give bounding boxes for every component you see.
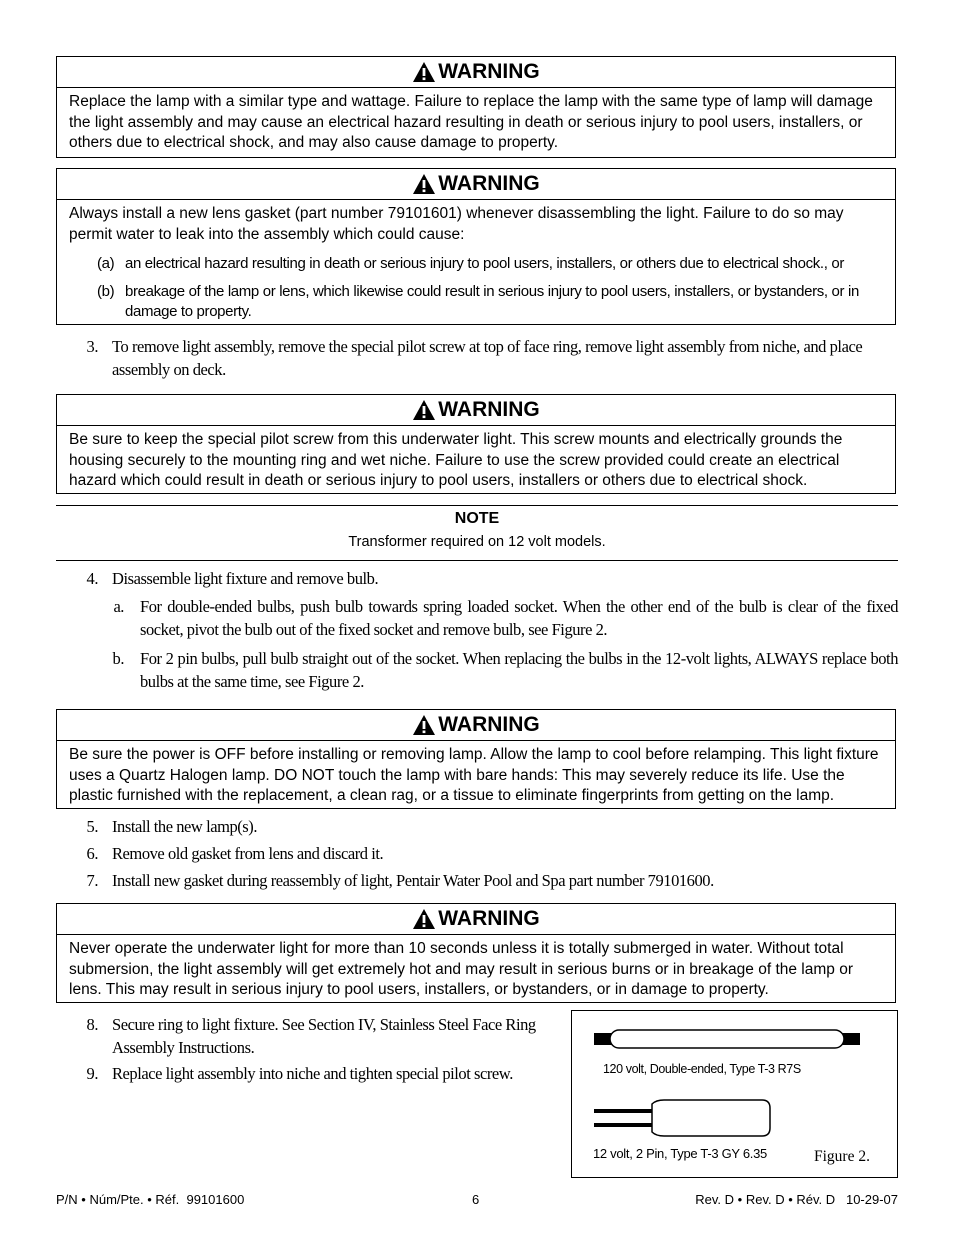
warning-box-power-off	[56, 709, 896, 809]
warning-list-item	[69, 254, 883, 274]
warning-triangle-icon	[412, 714, 436, 736]
figure-caption: Figure 2.	[814, 1148, 870, 1165]
step-text: For 2 pin bulbs, pull bulb straight out of the socket. When replacing the bulbs in the 12-volt lights, ALWAYS replace both bulbs at the same time, see Figure 2.	[140, 649, 898, 691]
step-4	[70, 567, 898, 590]
step-number: 9.	[86, 1064, 98, 1083]
step-number: 3.	[86, 337, 98, 356]
warning-header	[57, 57, 895, 88]
warning-header	[57, 904, 895, 935]
step-number: 5.	[86, 817, 98, 836]
note-text: Transformer required on 12 volt models.	[348, 534, 606, 550]
step-number: 8.	[86, 1015, 98, 1034]
step-letter: b.	[112, 649, 124, 668]
step-text: Install the new lamp(s).	[112, 817, 257, 836]
two-pin-bulb-icon	[594, 1098, 774, 1138]
warning-list-item	[69, 282, 883, 322]
warning-triangle-icon	[412, 908, 436, 930]
warning-header	[57, 395, 895, 426]
step-text: Remove old gasket from lens and discard it.	[112, 844, 384, 863]
warning-triangle-icon	[412, 173, 436, 195]
warning-text: Never operate the underwater light for more than 10 seconds unless it is totally submerged in water. Without total submersion, the light assembly will get extremely hot and may result in serious burns or in breakage of the lamp or lens. This may result in serious injury to pool users, installers, or bystanders, or in damage to property.	[69, 940, 853, 998]
note-bottom-rule	[56, 560, 898, 561]
two-pin-bulb-label: 12 volt, 2 Pin, Type T-3 GY 6.35	[593, 1146, 767, 1161]
warning-content	[57, 200, 895, 326]
step-3	[70, 335, 898, 381]
warning-header	[57, 710, 895, 741]
step-text: Install new gasket during reassembly of light, Pentair Water Pool and Spa part number 79101600.	[112, 871, 714, 890]
warning-text: Replace the lamp with a similar type and wattage. Failure to replace the lamp with the same type of lamp will damage the light assembly and may cause an electrical hazard resulting in death or serious injury to pool users, installers, or others due to electrical shock, and may also cause damage to property.	[69, 93, 873, 151]
warning-box-lamp-type	[56, 56, 896, 158]
note-top-rule	[56, 505, 898, 506]
list-item-label: (b)	[97, 283, 115, 300]
footer-revision: Rev. D • Rev. D • Rév. D 10-29-07	[695, 1192, 898, 1207]
footer-page-number: 6	[472, 1192, 480, 1207]
warning-box-lens-gasket	[56, 168, 896, 325]
warning-title: WARNING	[438, 60, 540, 83]
warning-title: WARNING	[438, 713, 540, 736]
warning-box-pilot-screw	[56, 394, 896, 494]
warning-text: Be sure to keep the special pilot screw from this underwater light. This screw mounts and electrically grounds the housing securely to the mounting ring and wet niche. Failure to use the screw provided could create an electrical hazard which could result in death or serious injury to pool users, installers or others due to electrical shock.	[69, 431, 843, 489]
step-text: Replace light assembly into niche and tighten special pilot screw.	[112, 1064, 513, 1083]
warning-title: WARNING	[438, 172, 540, 195]
footer-part-number: P/N • Núm/Pte. • Réf. 99101600	[56, 1192, 245, 1207]
step-number: 6.	[86, 844, 98, 863]
step-5	[70, 815, 898, 838]
step-text: For double-ended bulbs, push bulb towards spring loaded socket. When the other end of the bulb is clear of the fixed socket, pivot the bulb out of the fixed socket and remove bulb, see Figure 2.	[140, 597, 898, 639]
warning-triangle-icon	[412, 61, 436, 83]
step-4b	[100, 647, 898, 693]
figure-2	[571, 1010, 898, 1178]
warning-text: Always install a new lens gasket (part number 79101601) whenever disassembling the light. Failure to do so may permit water to leak into the assembly which could cause:	[69, 205, 844, 243]
step-text: To remove light assembly, remove the special pilot screw at top of face ring, remove light assembly from niche, and place assembly on deck.	[112, 337, 863, 379]
double-ended-bulb-icon	[594, 1027, 860, 1051]
step-7	[70, 869, 898, 892]
warning-title: WARNING	[438, 907, 540, 930]
warning-header	[57, 169, 895, 200]
note-title: NOTE	[454, 510, 500, 527]
step-number: 4.	[86, 569, 98, 588]
list-item-text: breakage of the lamp or lens, which likewise could result in serious injury to pool users, installers, or bystanders, or in damage to property.	[125, 283, 859, 320]
step-letter: a.	[113, 597, 124, 616]
step-4a	[100, 595, 898, 641]
step-8	[70, 1013, 562, 1059]
step-number: 7.	[86, 871, 98, 890]
step-text: Disassemble light fixture and remove bulb.	[112, 569, 379, 588]
warning-box-submersion	[56, 903, 896, 1003]
list-item-label: (a)	[97, 255, 115, 272]
note	[56, 509, 898, 552]
warning-text: Be sure the power is OFF before installing or removing lamp. Allow the lamp to cool before relamping. This light fixture uses a Quartz Halogen lamp. DO NOT touch the lamp with bare hands: This may severely reduce its life. Use the plastic furnished with the replacement, a clean rag, or a tissue to eliminate fingerprints from getting on the lamp.	[69, 746, 879, 804]
step-text: Secure ring to light fixture. See Section IV, Stainless Steel Face Ring Assembly Instructions.	[112, 1015, 536, 1057]
step-9	[70, 1062, 570, 1085]
list-item-text: an electrical hazard resulting in death or serious injury to pool users, installers, or others due to electrical shock., or	[125, 255, 844, 272]
warning-triangle-icon	[412, 399, 436, 421]
warning-title: WARNING	[438, 398, 540, 421]
step-6	[70, 842, 898, 865]
double-ended-bulb-label: 120 volt, Double-ended, Type T-3 R7S	[603, 1062, 801, 1076]
